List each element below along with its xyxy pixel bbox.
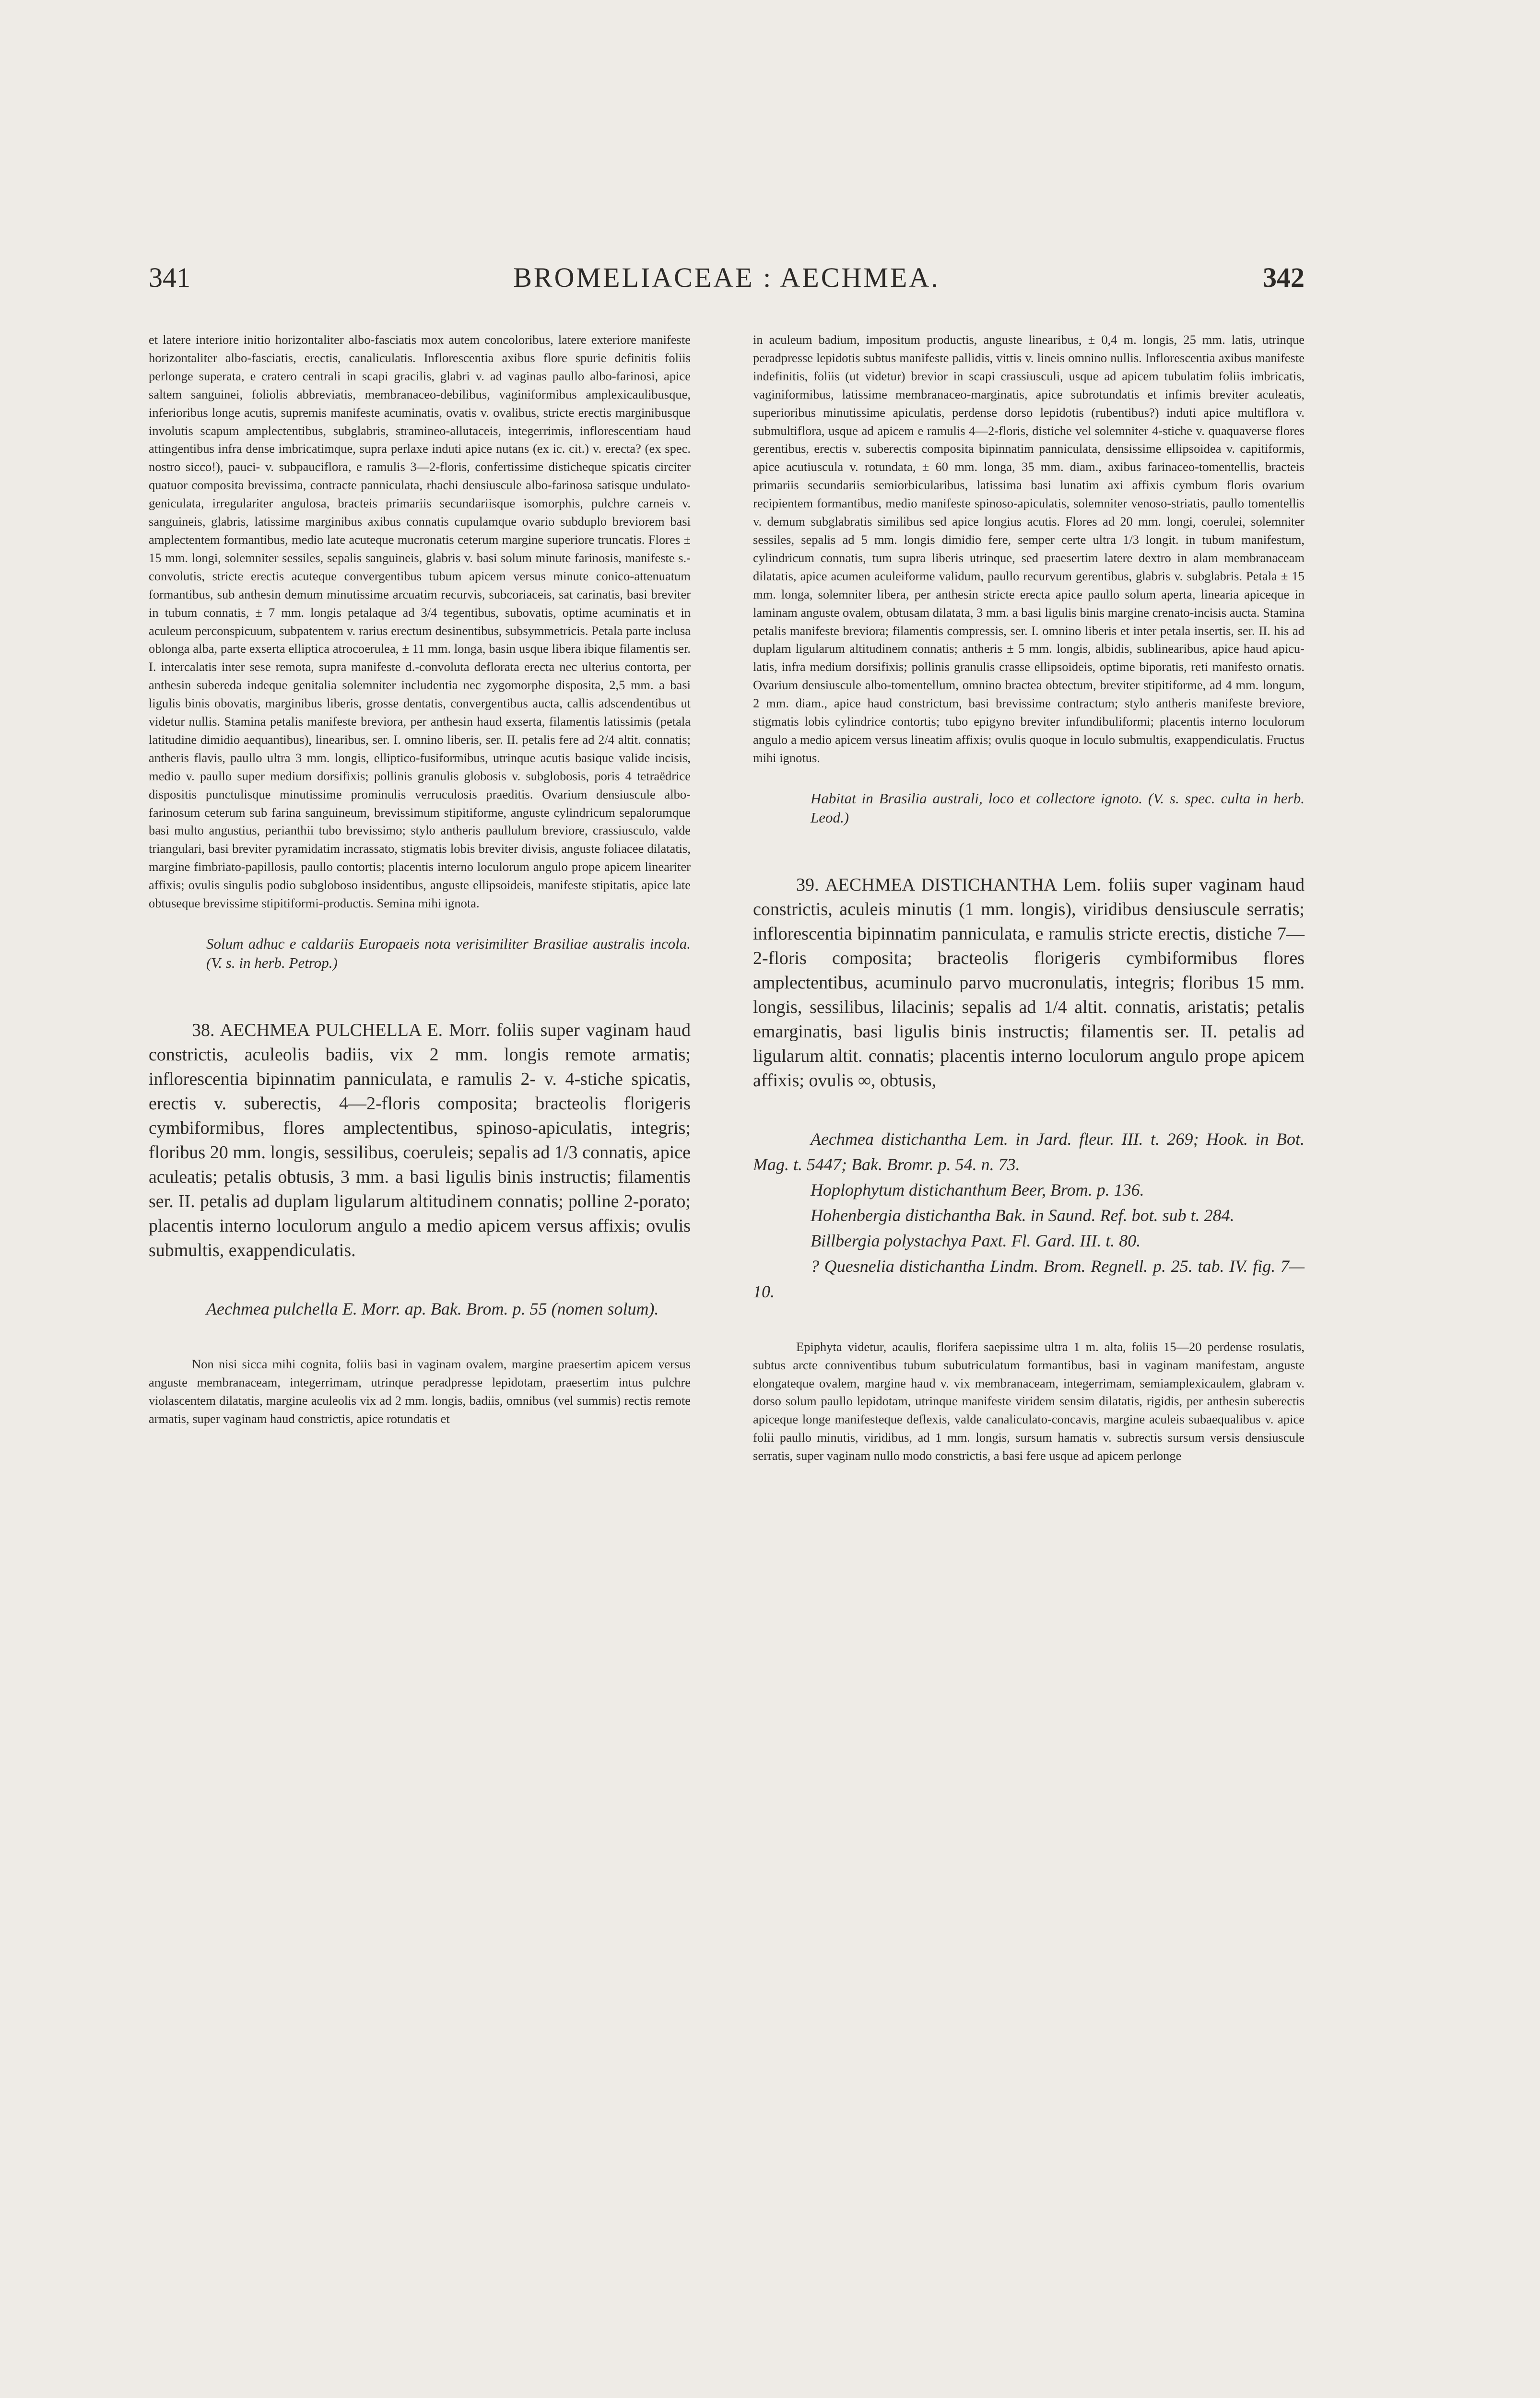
synonym-39-2: Hoplophytum distichanthum Beer, Brom. p. 136. [811,1180,1144,1199]
right-column [753,331,1305,1465]
paragraph-description-38-cont: in aculeum badium, impositum productis, anguste linearibus, ± 0,4 m. longis, 25 mm. latis, utrinque peradpresse lepidotis subtus manifeste pallidis, vittis v. lineis omnino nullis. Inflorescentia axibus manifeste indefinitis, foliis (ut videtur) brevior in scapi crassiusculi, usque ad apicem tubulatim foliis imbricatis, vaginiformibus, latissime membranaceo-marginatis, apice subrotundatis et infimis breviter aculeatis, superioribus minutissime apiculatis, perdense dorso lepidotis (rubentibus?) induti apice multiflora v. submultiflora, usque ad apicem e ramulis 4—2-floris, distiche vel solemniter 4-stiche v. quaquaverse flores gerentibus, erectis v. suberectis composita bipinnatim panniculata, densissime ellipsoidea v. capitiformis, apice acutiuscula v. rotundata, ± 60 mm. longa, 35 mm. diam., axibus farinaceo-tomentellis, bracteis primariis secundariis semiorbicularibus, latissima basi lunatim axi affixis cymbum floris ovarium recipientem formantibus, medio manifeste spinoso-apiculatis, solemniter venoso-striatis, paullo tomentellis v. demum subglabratis similibus sed apice longius acutis. Flores ad 20 mm. longi, coerulei, solemniter sessiles, sepalis ad 5 mm. longis dimidio fere, semper certe ultra 1/3 longit. in tubum manifestum, cylindricum connatis, tum supra liberis utrinque, sed praesertim latere dextro in alam membranaceam dilatatis, apice acumen aculeiforme validum, paullo recurvum gerentibus, glabris v. subglabris. Petala ± 15 mm. longa, solemniter libera, per anthesin stricte erecta apice paullo solum aperta, linearia apiceque in laminam anguste ovalem, obtusam dilatata, 3 mm. a basi ligulis binis margine crenato-incisis aucta. Stamina petalis manifeste breviora; filamentis compressis, ser. I. omnino liberis et inter petala insertis, ser. II. his ad duplam ligularum altitudinem connatis; antheris ± 5 mm. longis, albidis, sublinearibus, apice haud apiculatis, infra medium dorsifixis; pollinis granulis crasse ellipsoideis, optime biporatis, reti manifesto ornatis. Ovarium densiuscule albo-tomentellum, omnino bractea obtectum, breviter stipitiforme, ad 4 mm. longum, 2 mm. diam., apice haud constrictum, basi brevissime contractum; stylo antheris manifeste breviore, stigmatis lobis cylindrice contortis; tubo epigyno breviter infundibuliformi; placentis interno loculorum angulo a medio apicem versus lineatim affixis; ovulis quoque in loculo submultis, exappendiculatis. Fructus mihi ignotus. [753,332,1305,765]
species-diagnosis-39: 39. AECHMEA DISTICHANTHA Lem. foliis super vaginam haud constrictis, aculeis minutis (1 mm. longis), viridibus densiuscule serratis; inflorescentia bipinnatim panniculata, e ramulis stricte erectis, distiche 7—2-floris composita; bracteolis florigeris cymbiformibus flores amplectentibus, acuminulo parvo mucronulatis, integris; floribus 15 mm. longis, sessilibus, lilacinis; sepalis ad 1/4 altit. connatis, aristatis; petalis emarginatis, basi ligulis binis instructis; filamentis ser. II. petalis ad ligularum altit. connatis; placentis interno loculorum angulo prope apicem affixis; ovulis ∞, obtusis, [753,874,1305,1091]
species-diagnosis-38: 38. AECHMEA PULCHELLA E. Morr. foliis super vaginam haud constrictis, aculeolis badiis, vix 2 mm. longis remote armatis; inflorescentia bipinnatim panniculata, e ramulis 2- v. 4-stiche spicatis, erectis v. suberectis, 4—2-floris composita; bracteolis florigeris cymbiformibus, flores amplectentibus, spinoso-apiculatis, integris; floribus 20 mm. longis, sessilibus, coeruleis; sepalis ad 1/3 connatis, apice aculeatis; petalis obtusis, 3 mm. a basi ligulis binis instructis; filamentis ser. II. petalis ad duplam ligularum altitudinem connatis; polline 2-porato; placentis interno loculorum angulo a medio apicem versus affixis; ovulis submultis, exappendiculatis. [149,1020,691,1260]
synonym-38: Aechmea pulchella E. Morr. ap. Bak. Brom. p. 55 (nomen solum). [206,1299,659,1318]
page-number-right: 342 [1263,262,1305,293]
habitat-note-37: Solum adhuc e caldariis Europaeis nota verisimiliter Brasiliae australis incola. (V. s. in herb. Petrop.) [206,935,691,971]
habitat-note-38: Habitat in Brasilia australi, loco et collectore ignoto. (V. s. spec. culta in herb. Leod.) [811,789,1305,826]
paragraph-description-39: Epiphyta videtur, acaulis, florifera saepissime ultra 1 m. alta, foliis 15—20 perdense rosulatis, subtus arcte conniventibus tubum subutriculatum formantibus, basi in vaginam manifestam, anguste elongateque ovalem, margine haud v. vix membranaceam, integerrimam, semiamplexicaulem, glabram v. dorso solum paullo lepidotam, utrinque manifeste viridem sensim dilatatis, rigidis, per anthesin suberectis apiceque longe manifesteque deflexis, valde canaliculato-concavis, margine aculeis subaequalibus v. apice folii paullo minutis, viridibus, ad 1 mm. longis, sursum hamatis v. subrectis sursum versis densiuscule serratis, super vaginam nullo modo constrictis, a basi fere usque ad apicem perlonge [753,1339,1305,1463]
paragraph-description-37: et latere interiore initio horizontaliter albo-fasciatis mox autem concoloribus, latere exteriore manifeste horizontaliter albo-fasciatis, erectis, canaliculatis. Inflorescentia axibus flore spurie definitis foliis perlonge superata, e cratero centrali in scapi gracilis, glabri v. ad vaginas paullo albo-farinosi, apice saltem sanguinei, foliolis abbreviatis, membranaceo-debilibus, vaginiformibus amplexicaulibusque, inferioribus longe acutis, supremis manifeste acuminatis, ovatis v. ovalibus, stricte erectis marginibusque involutis scapum amplectentibus, subglabris, stramineo-allutaceis, integerrimis, inflorescentiam haud attingentibus infra dense imbricatimque, supra perlaxe induti apice nutans (ex ic. cit.) v. erecta? (ex spec. nostro sicco!), pauci- v. subpauciflora, e ramulis 3—2-floris, confertissime disticheque spicatis circiter quatuor composita brevissima, contracte panniculata, rhachi densiuscule albo-farinosa satisque undulato-geniculata, irregulariter angulosa, bracteis primariis secundariisque isomorphis, pulchre carneis v. sanguineis, glabris, latissime marginibus axibus connatis cupulamque ovario subduplo breviorem basi amplectentem formantibus, medio late acuteque mucronatis ceterum margine superiore truncatis. Flores ± 15 mm. longi, solemniter sessiles, sepalis sanguineis, glabris v. basi solum minute farinosis, manifeste s.-convolutis, stricte erectis acuteque convergentibus tubum apicem versus minute conico-attenuatum formantibus, sub anthesin demum minutissime arcuatim recurvis, subcoriaceis, sat carinatis, basi breviter in tubum connatis, ± 7 mm. longis petalaque ad 3/4 tegentibus, subovatis, optime acuminatis et in aculeum perconspicuum, subpatentem v. rarius erectum desinentibus, subsymmetricis. Petala parte inclusa oblonga alba, parte exserta elliptica atrocoerulea, ± 11 mm. longa, basin usque libera ibique filamentis ser. I. intercalatis inter sese remota, supra manifeste d.-convoluta deflorata erecta nec ulterius contorta, per anthesin subereda indeque genitalia solemniter includentia nec zygomorphe disposita, 2,5 mm. a basi ligulis binis obovatis, marginibus liberis, grosse dentatis, convergentibus aucta, callis adscendentibus ut videtur nullis. Stamina petalis manifeste breviora, per anthesin haud exserta, filamentis latissimis (petala latitudine dimidio aequantibus), linearibus, ser. I. omnino liberis, ser. II. petalis fere ad 2/4 altit. connatis; antheris flavis, paullo ultra 3 mm. longis, elliptico-fusiformibus, utrinque acutis basique valide incisis, medio v. paullo super medium dorsifixis; pollinis granulis globosis v. subglobosis, poris 4 tetraëdrice dispositis punctulisque minutissime prominulis verruculosis praeditis. Ovarium densiuscule albo-farinosum ceterum sub farina sanguineum, brevissimum stipitiforme, anguste cylindricum sepalorumque basi multo angustius, perianthii tubo brevissimo; stylo antheris paullulum breviore, crassiusculo, valde triangulari, basi breviter pyramidatim incrassato, stigmatis lobis breviter divisis, anguste foliacee dilatatis, margine fimbriato-papillosis, paullo contortis; placentis interno loculorum angulo prope apicem lineariter affixis; ovulis singulis podio subgloboso insidentibus, anguste ellipsoideis, manifeste stipitatis, apice late obtuseque brevissime stipitiformi-productis. Semina mihi ignota. [149,332,691,911]
running-header [149,261,1305,305]
synonym-39-5: ? Quesnelia distichantha Lindm. Brom. Regnell. p. 25. tab. IV. fig. 7—10. [753,1256,1305,1301]
synonym-39-4: Billbergia polystachya Paxt. Fl. Gard. III. t. 80. [811,1231,1141,1250]
synonym-39-1: Aechmea distichantha Lem. in Jard. fleur. III. t. 269; Hook. in Bot. Mag. t. 5447; Bak. Bromr. p. 54. n. 73. [753,1129,1305,1174]
paragraph-description-38: Non nisi sicca mihi cognita, foliis basi in vaginam ovalem, margine praesertim apicem versus anguste membranaceam, integerrimam, utrinque peradpresse lepidotam, praesertim intus pulchre violascentem dilatatis, margine aculeolis vix ad 2 mm. longis, badiis, omnibus (vel summis) rectis remote armatis, super vaginam haud constrictis, apice rotundatis et [149,1357,691,1426]
running-title: BROMELIACEAE : AECHMEA. [513,262,940,293]
page-number-left: 341 [149,262,190,293]
left-column [149,331,691,1428]
synonym-39-3: Hohenbergia distichantha Bak. in Saund. Ref. bot. sub t. 284. [811,1205,1234,1225]
